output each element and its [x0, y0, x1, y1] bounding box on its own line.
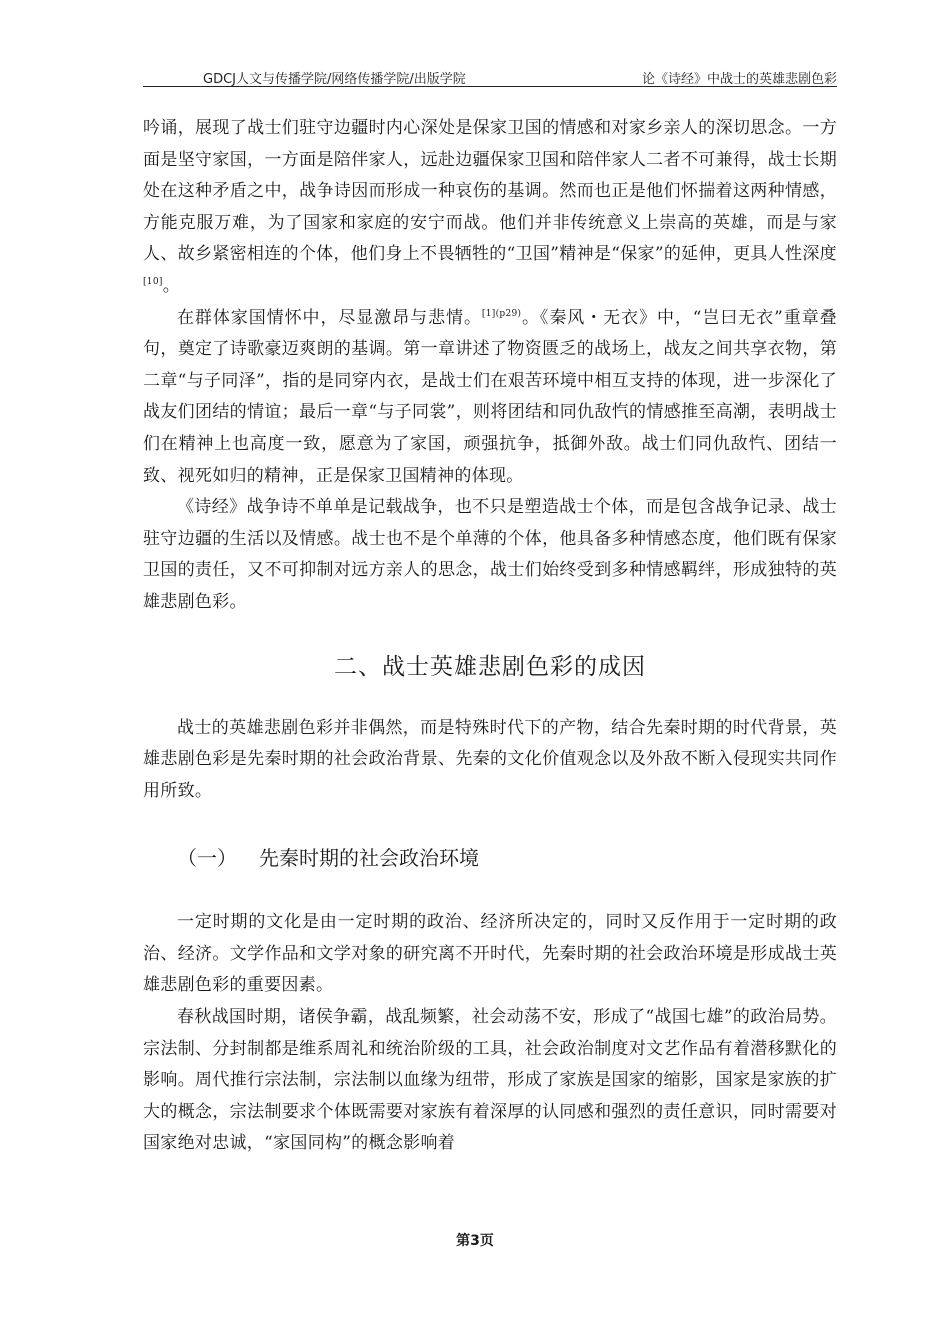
subsection-heading [177, 843, 837, 873]
subsection-number: （一） [177, 846, 237, 871]
citation-ref: [1](p29) [481, 308, 522, 319]
paragraph-1 [143, 113, 837, 303]
paragraph-2 [143, 303, 837, 493]
paragraph-3: 《诗经》战争诗不单单是记载战争，也不只是塑造战士个体，而是包含战争记录、战士驻守边疆的生活以及情感。战士也不是个单薄的个体，他具备多种情感态度，他们既有保家卫国的责任，又不可抑制对远方亲人的思念，战士们始终受到多种情感羁绊，形成独特的英雄悲剧色彩。 [143, 497, 837, 612]
paragraph-1-text: 吟诵，展现了战士们驻守边疆时内心深处是保家卫国的情感和对家乡亲人的深切思念。一方面是坚守家国，一方面是陪伴家人，远赴边疆保家卫国和陪伴家人二者不可兼得，战士长期处在这种矛盾之中，战争诗因而形成一种哀伤的基调。然而也正是他们怀揣着这两种情感，方能克服万难，为了国家和家庭的安宁而战。他们并非传统意义上崇高的英雄，而是与家人、故乡紧密相连的个体，他们身上不畏牺牲的“卫国”精神是“保家”的延伸，更具人性深度 [143, 118, 837, 265]
header-paper-title: 论《诗经》中战士的英雄悲剧色彩 [641, 72, 837, 87]
subsection-title: 先秦时期的社会政治环境 [259, 846, 479, 871]
paragraph-1-tail: 。 [162, 275, 180, 296]
citation-ref: [10] [143, 276, 163, 287]
main-content [143, 113, 837, 1160]
header-rule [143, 86, 837, 87]
page-number: 第3页 [456, 1233, 494, 1249]
paragraph-4: 战士的英雄悲剧色彩并非偶然，而是特殊时代下的产物，结合先秦时期的时代背景，英雄悲剧色彩是先秦时期的社会政治背景、先秦的文化价值观念以及外敌不断入侵现实共同作用所致。 [143, 717, 837, 801]
section-heading: 二、战士英雄悲剧色彩的成因 [334, 653, 646, 680]
paragraph-2-text-b: 。《秦风・无衣》中，“岂曰无衣”重章叠句，奠定了诗歌豪迈爽朗的基调。第一章讲述了物资匮乏的战场上，战友之间共享衣物，第二章“与子同泽”，指的是同穿内衣，是战士们在艰苦环境中相互支持的体现，进一步深化了战友们团结的情谊；最后一章“与子同裳”，则将团结和同仇敌忾的情感推至高潮，表明战士们在精神上也高度一致，愿意为了家国，顽强抗争，抵御外敌。战士们同仇敌忾、团结一致、视死如归的精神，正是保家卫国精神的体现。 [143, 307, 837, 486]
paragraph-5: 一定时期的文化是由一定时期的政治、经济所决定的，同时又反作用于一定时期的政治、经济。文学作品和文学对象的研究离不开时代，先秦时期的社会政治环境是形成战士英雄悲剧色彩的重要因素。 [143, 912, 837, 996]
paragraph-2-text-a: 在群体家国情怀中，尽显激昂与悲情。 [177, 307, 482, 328]
header-institution: GDCJ人文与传播学院/网络传播学院/出版学院 [203, 72, 466, 87]
paragraph-6: 春秋战国时期，诸侯争霸，战乱频繁，社会动荡不安，形成了“战国七雄”的政治局势。宗法制、分封制都是维系周礼和统治阶级的工具，社会政治制度对文艺作品有着潜移默化的影响。周代推行宗法制，宗法制以血缘为纽带，形成了家族是国家的缩影，国家是家族的扩大的概念，宗法制要求个体既需要对家族有着深厚的认同感和强烈的责任意识，同时需要对国家绝对忠诚，“家国同构”的概念影响着 [143, 1007, 837, 1154]
running-header [143, 64, 837, 88]
